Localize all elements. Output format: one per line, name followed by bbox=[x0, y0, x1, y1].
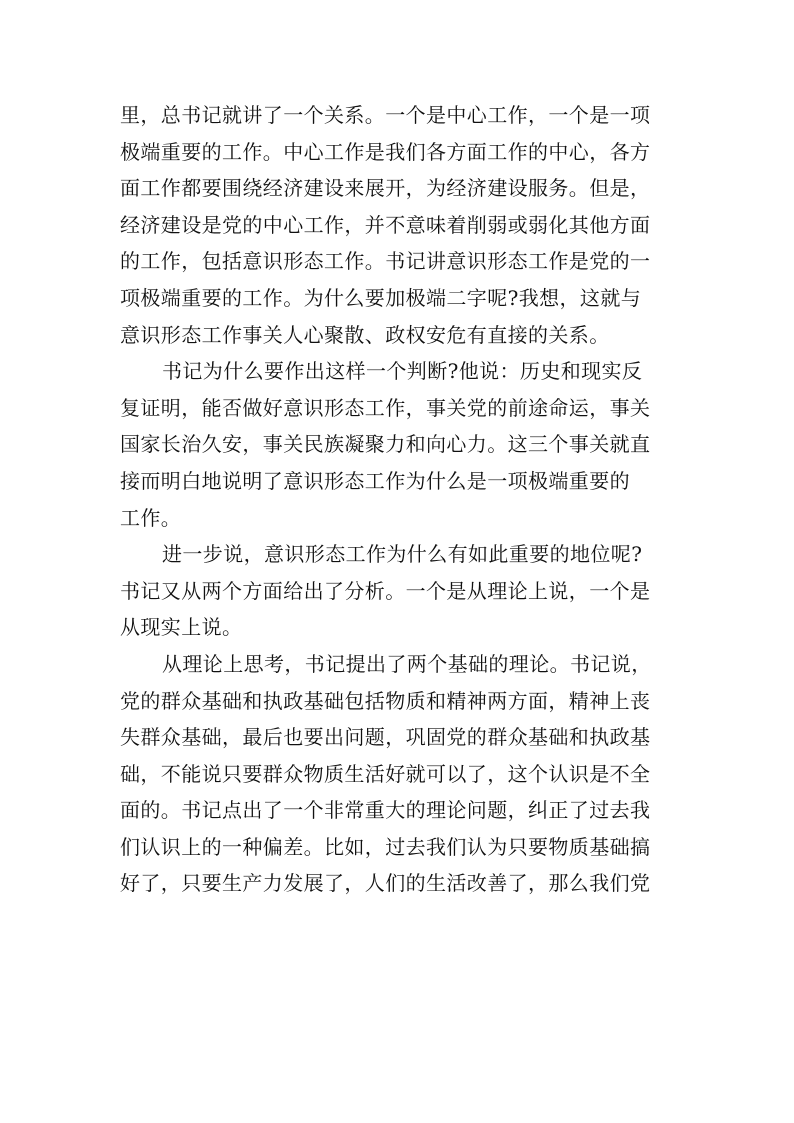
text-line: 从现实上说。 bbox=[120, 615, 243, 640]
text-line: 面的。书记点出了一个非常重大的理论问题，纠正了过去我 bbox=[120, 798, 651, 823]
paragraph-1 bbox=[120, 97, 682, 353]
text-line: 书记又从两个方面给出了分析。一个是从理论上说，一个是 bbox=[120, 578, 651, 603]
text-line: 复证明，能否做好意识形态工作，事关党的前途命运，事关 bbox=[120, 395, 651, 420]
text-line: 里，总书记就讲了一个关系。一个是中心工作，一个是一项 bbox=[120, 103, 651, 127]
text-line: 工作。 bbox=[120, 505, 182, 530]
text-line: 意识形态工作事关人心聚散、政权安危有直接的关系。 bbox=[120, 322, 610, 347]
text-line: 础，不能说只要群众物质生活好就可以了，这个认识是不全 bbox=[120, 761, 651, 786]
text-line: 极端重要的工作。中心工作是我们各方面工作的中心，各方 bbox=[120, 139, 651, 164]
text-line: 们认识上的一种偏差。比如，过去我们认为只要物质基础搞 bbox=[120, 834, 651, 859]
text-line: 面工作都要围绕经济建设来展开，为经济建设服务。但是， bbox=[120, 176, 651, 201]
text-line-indented: 从理论上思考，书记提出了两个基础的理论。书记说， bbox=[162, 651, 652, 676]
paragraph-2 bbox=[120, 353, 682, 536]
text-line: 国家长治久安，事关民族凝聚力和向心力。这三个事关就直 bbox=[120, 432, 651, 457]
text-line: 党的群众基础和执政基础包括物质和精神两方面，精神上丧 bbox=[120, 688, 651, 713]
text-line: 失群众基础，最后也要出问题，巩固党的群众基础和执政基 bbox=[120, 725, 651, 750]
text-line-indented: 进一步说，意识形态工作为什么有如此重要的地位呢? bbox=[162, 542, 643, 567]
text-line: 经济建设是党的中心工作，并不意味着削弱或弱化其他方面 bbox=[120, 212, 651, 237]
paragraph-3 bbox=[120, 536, 682, 646]
paragraph-4 bbox=[120, 646, 682, 902]
text-line-indented: 书记为什么要作出这样一个判断?他说：历史和现实反 bbox=[162, 359, 643, 384]
text-line: 的工作，包括意识形态工作。书记讲意识形态工作是党的一 bbox=[120, 249, 651, 274]
document-body bbox=[120, 97, 682, 902]
text-line: 项极端重要的工作。为什么要加极端二字呢?我想，这就与 bbox=[120, 285, 642, 310]
text-line: 接而明白地说明了意识形态工作为什么是一项极端重要的 bbox=[120, 468, 630, 493]
text-line: 好了，只要生产力发展了，人们的生活改善了，那么我们党 bbox=[120, 871, 651, 896]
